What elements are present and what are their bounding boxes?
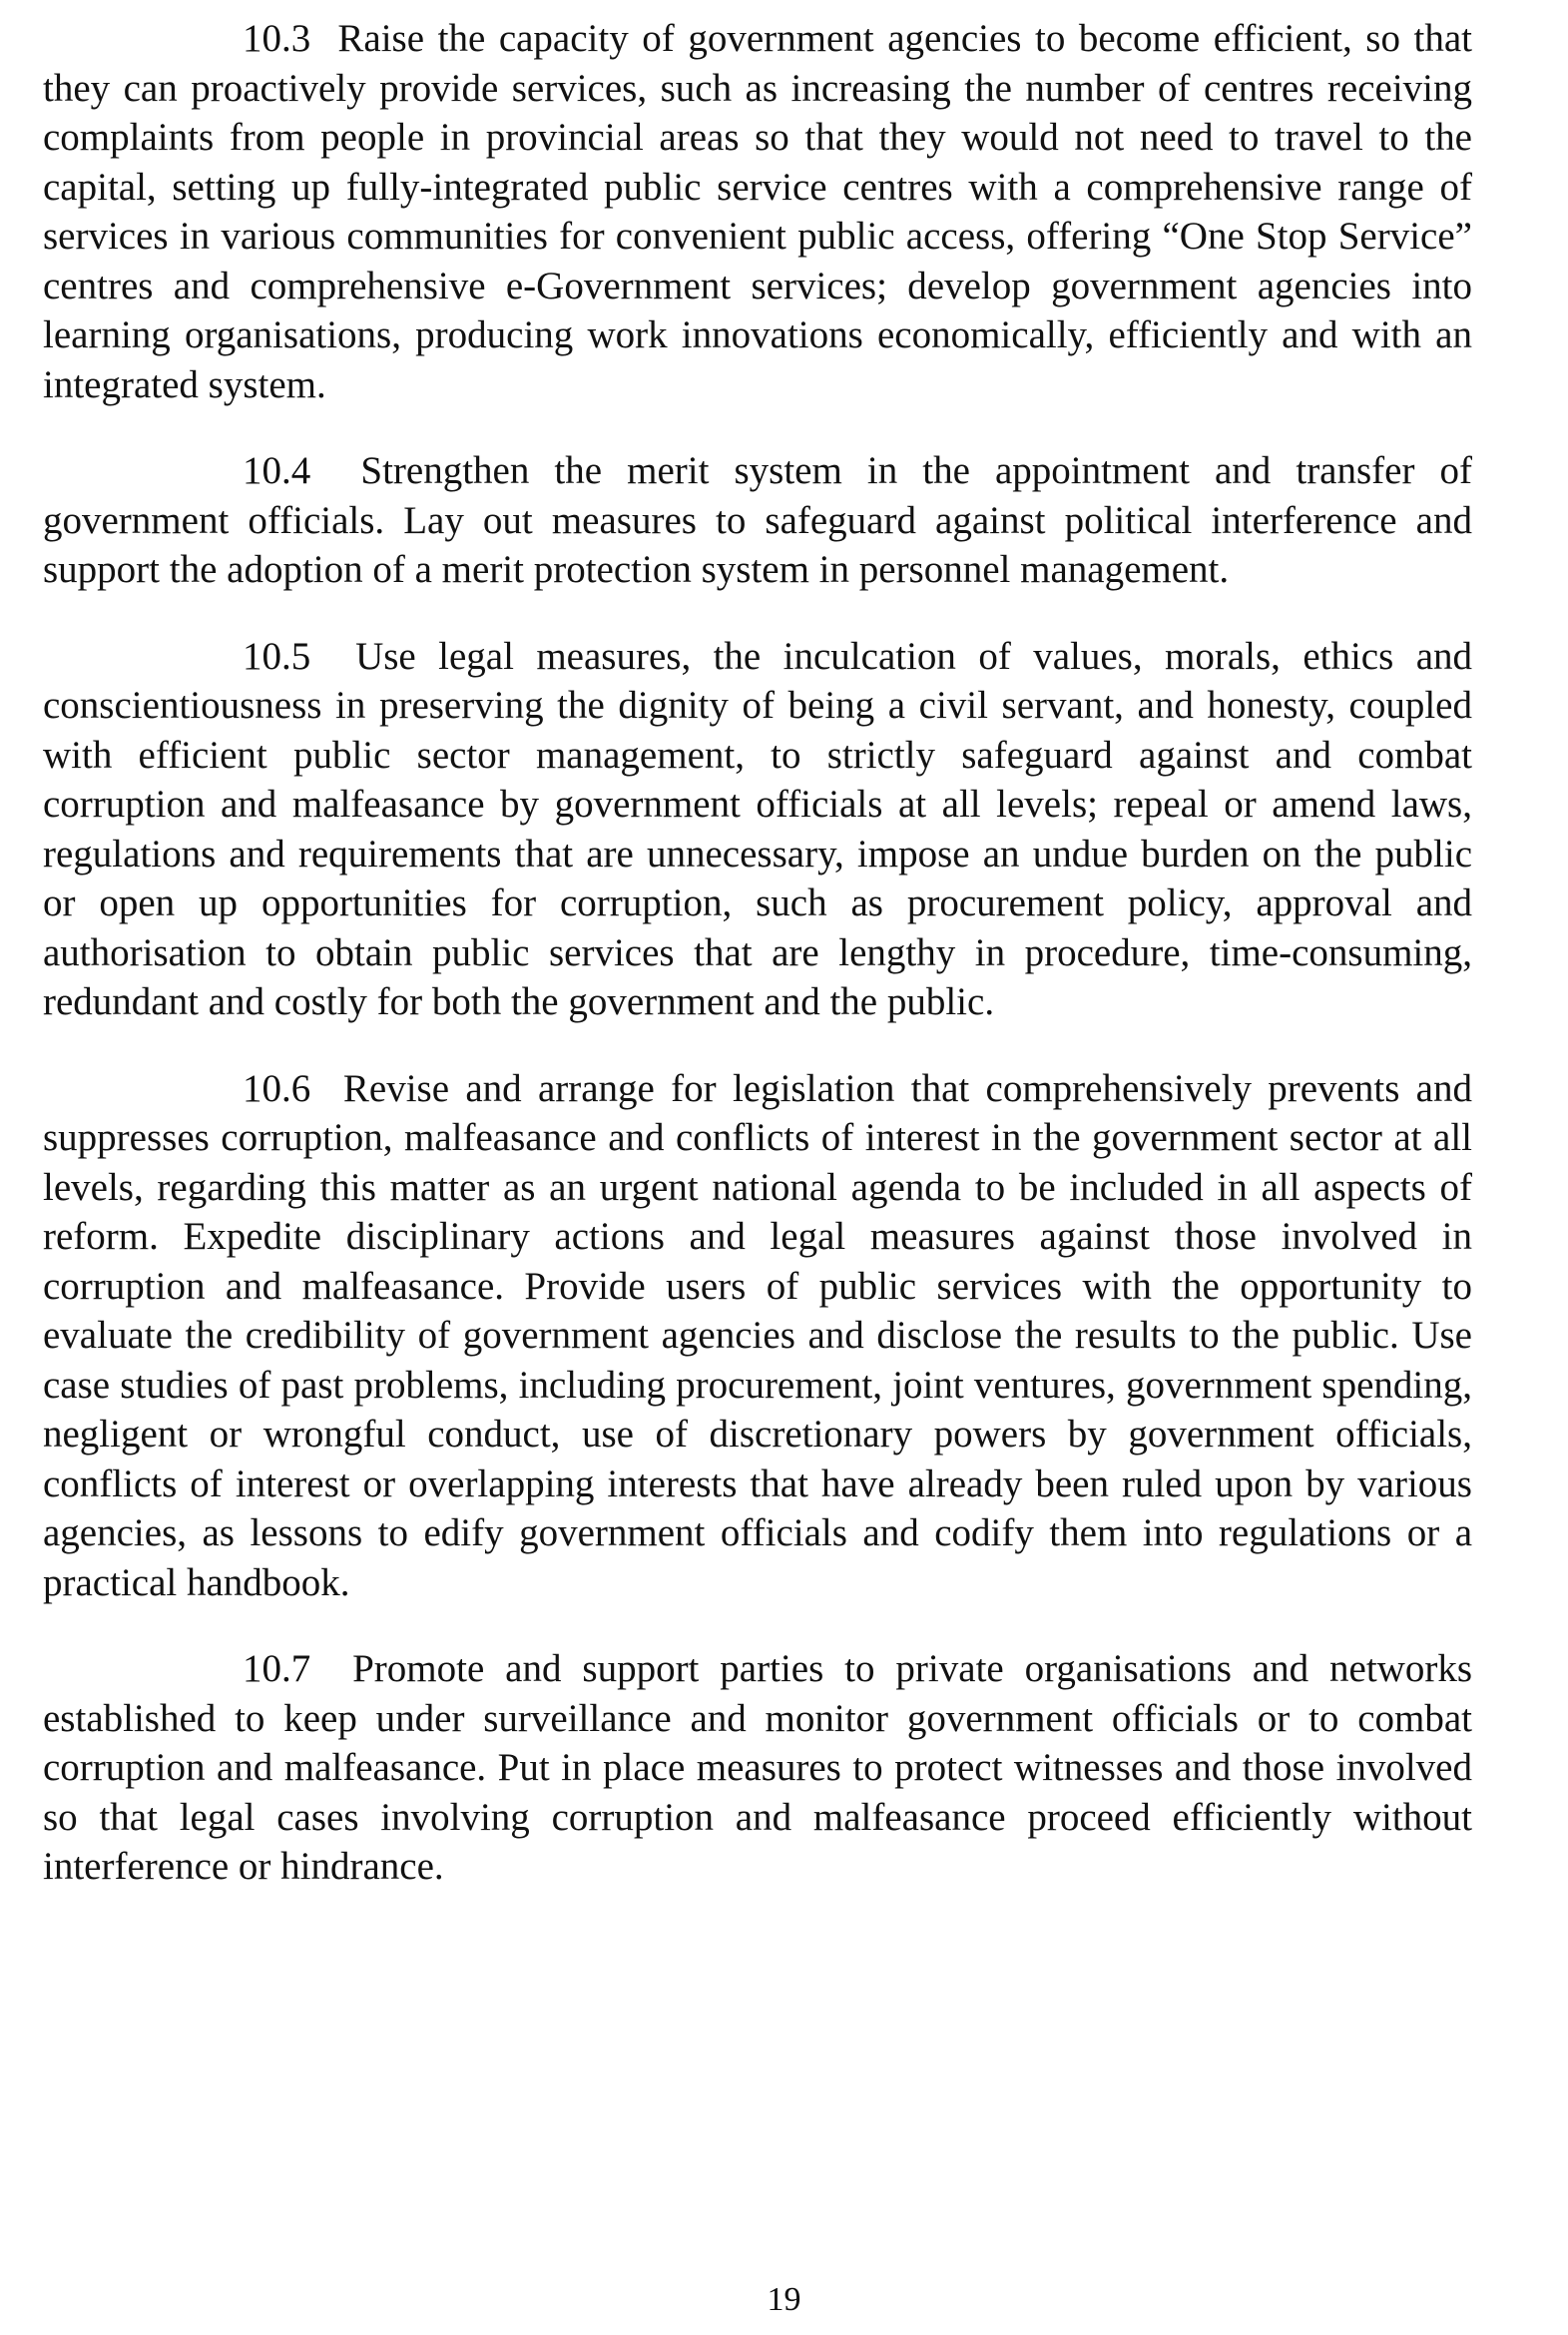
paragraph-number: 10.4 [243, 449, 311, 492]
paragraph-text: Revise and arrange for legislation that comprehensively prevents and suppresses corruption, malfeasance and conflicts of interest in the government sector at all levels, regarding this matter as an urgent national agenda to be included in all aspects of reform. Expedite disciplinary actions and legal measures against those involved in corruption and malfeasance. Provide users of public services with the opportunity to evaluate the credibility of government agencies and disclose the results to the public. Use case studies of past problems, including procurement, joint ventures, government spending, negligent or wrongful conduct, use of discretionary powers by government officials, conflicts of interest or overlapping interests that have already been ruled upon by various agencies, as lessons to edify government officials and codify them into regulations or a practical handbook. [43, 1066, 1472, 1604]
paragraph-text: Promote and support parties to private organisations and networks established to keep under surveillance and monitor government officials or to combat corruption and malfeasance. Put in place measures to protect witnesses and those involved so that legal cases involving corruption and malfeasance proceed efficiently without interference or hindrance. [43, 1647, 1473, 1888]
paragraph-10-4 [43, 446, 1472, 595]
document-body [43, 14, 1472, 1929]
paragraph-number: 10.5 [243, 634, 311, 678]
paragraph-10-3 [43, 14, 1472, 409]
paragraph-number: 10.3 [243, 17, 311, 60]
paragraph-text: Raise the capacity of government agencies to become efficient, so that they can proactively provide services, such as increasing the number of centres receiving complaints from people in provincial areas so that they would not need to travel to the capital, setting up fully-integrated public service centres with a comprehensive range of services in various communities for convenient public access, offering “One Stop Service” centres and comprehensive e-Government services; develop government agencies into learning organisations, producing work innovations economically, efficiently and with an integrated system. [43, 17, 1473, 406]
paragraph-10-6 [43, 1064, 1472, 1608]
paragraph-number: 10.7 [243, 1647, 311, 1690]
paragraph-number: 10.6 [243, 1066, 311, 1110]
paragraph-10-7 [43, 1644, 1472, 1892]
paragraph-text: Strengthen the merit system in the appointment and transfer of government officials. Lay out measures to safeguard against political interference and support the adoption of a merit protection system in personnel management. [43, 449, 1472, 591]
paragraph-text: Use legal measures, the inculcation of values, morals, ethics and conscientiousness in preserving the dignity of being a civil servant, and honesty, coupled with efficient public sector management, to strictly safeguard against and combat corruption and malfeasance by government officials at all levels; repeal or amend laws, regulations and requirements that are unnecessary, impose an undue burden on the public or open up opportunities for corruption, such as procurement policy, approval and authorisation to obtain public services that are lengthy in procedure, time-consuming, redundant and costly for both the government and the public. [43, 634, 1473, 1023]
paragraph-10-5 [43, 632, 1472, 1027]
page-number: 19 [767, 2281, 801, 2318]
